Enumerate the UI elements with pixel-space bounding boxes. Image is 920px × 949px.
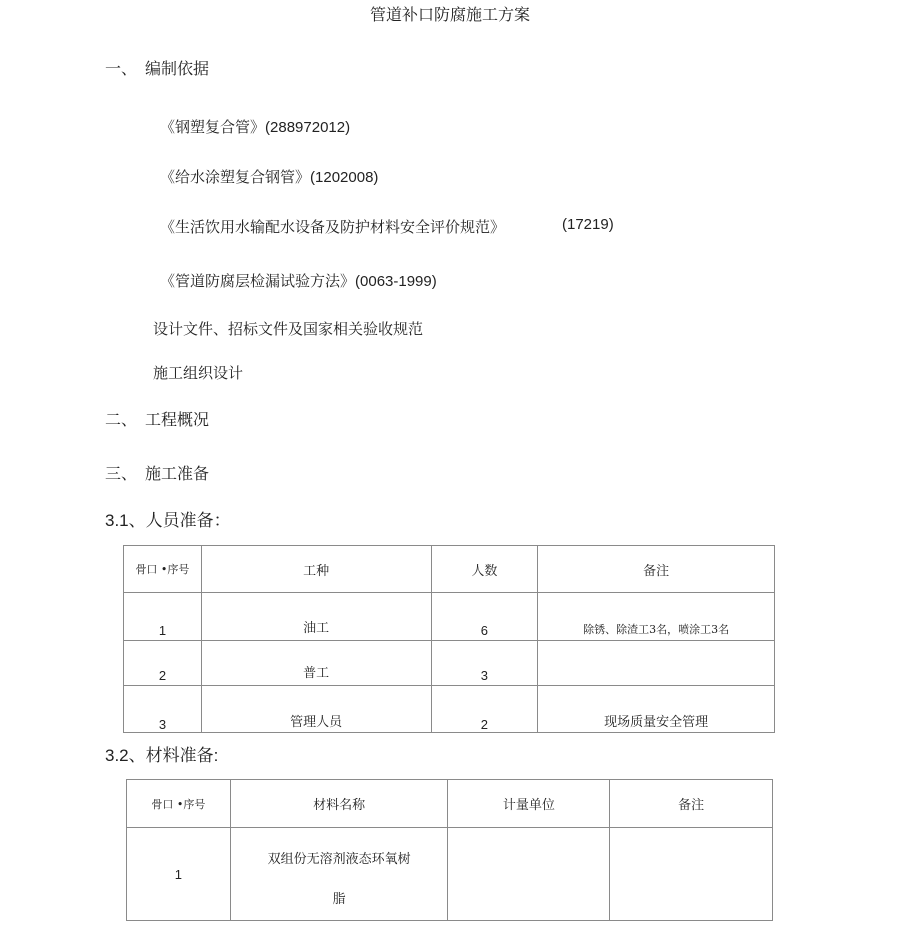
cell-material-name xyxy=(230,828,448,921)
header-serial: 骨口 •序号 xyxy=(127,780,231,828)
cell-count: 3 xyxy=(431,641,538,686)
reference-code: (288972012) xyxy=(265,119,351,136)
section-2-label: 工程概况 xyxy=(145,410,210,429)
section-1-number: 一、 xyxy=(105,59,138,78)
material-name-line-1: 双组份无溶剂液态环氧树 xyxy=(267,852,411,867)
table-header-row xyxy=(124,546,775,593)
table-row xyxy=(127,828,773,921)
table-header-row xyxy=(127,780,773,828)
section-1-label: 编制依据 xyxy=(145,59,210,78)
header-unit: 计量单位 xyxy=(448,780,610,828)
page-title: 管道补口防腐施工方案 xyxy=(369,5,530,24)
section-3-number: 三、 xyxy=(105,464,138,483)
cell-job-type: 管理人员 xyxy=(201,686,431,733)
reference-name: 《钢塑复合管》 xyxy=(160,118,266,136)
reference-name: 《管道防腐层检漏试验方法》 xyxy=(160,272,356,290)
cell-count: 2 xyxy=(431,686,538,733)
materials-table xyxy=(126,779,773,921)
header-job-type: 工种 xyxy=(201,546,431,593)
section-3-heading xyxy=(105,461,209,484)
material-name-line-2: 脂 xyxy=(332,892,346,907)
cell-job-type: 普工 xyxy=(201,641,431,686)
reference-4 xyxy=(160,270,437,291)
materials-heading: 3.2、材料准备: xyxy=(105,746,219,765)
table-row xyxy=(124,641,775,686)
cell-note: 除锈、除渣工3名，喷涂工3名 xyxy=(538,593,775,641)
basis-design-docs: 设计文件、招标文件及国家相关验收规范 xyxy=(153,320,424,338)
cell-serial: 3 xyxy=(124,686,202,733)
reference-3-code: (17219) xyxy=(562,216,614,233)
basis-construction-design: 施工组织设计 xyxy=(153,364,244,382)
cell-job-type: 油工 xyxy=(201,593,431,641)
header-serial: 骨口 •序号 xyxy=(124,546,202,593)
cell-unit xyxy=(448,828,610,921)
reference-name: 《生活饮用水输配水设备及防护材料安全评价规范》 xyxy=(160,218,506,236)
section-2-number: 二、 xyxy=(105,410,138,429)
cell-note xyxy=(538,641,775,686)
cell-note: 现场质量安全管理 xyxy=(538,686,775,733)
cell-note xyxy=(610,828,773,921)
reference-name: 《给水涂塑复合钢管》 xyxy=(160,168,311,186)
reference-3 xyxy=(160,216,505,237)
reference-code: (0063-1999) xyxy=(355,273,437,290)
cell-count: 6 xyxy=(431,593,538,641)
reference-code: (1202008) xyxy=(310,169,379,186)
cell-serial: 2 xyxy=(124,641,202,686)
header-count: 人数 xyxy=(431,546,538,593)
cell-serial: 1 xyxy=(124,593,202,641)
header-material-name: 材料名称 xyxy=(230,780,448,828)
section-2-heading xyxy=(105,407,209,430)
reference-2 xyxy=(160,166,378,187)
section-1-heading xyxy=(105,56,209,79)
personnel-table xyxy=(123,545,775,733)
table-row xyxy=(124,686,775,733)
header-note: 备注 xyxy=(610,780,773,828)
reference-1 xyxy=(160,116,350,137)
personnel-heading: 3.1、人员准备： xyxy=(105,511,231,530)
cell-serial: 1 xyxy=(127,828,231,921)
table-row xyxy=(124,593,775,641)
header-note: 备注 xyxy=(538,546,775,593)
section-3-label: 施工准备 xyxy=(145,464,210,483)
